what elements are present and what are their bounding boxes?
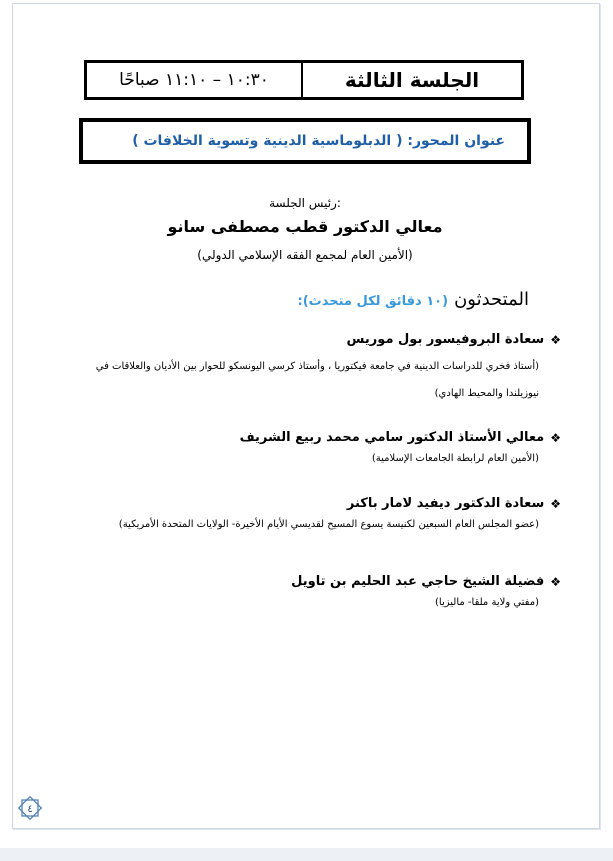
page-number: ٤ [27, 804, 33, 815]
chair-role: (الأمين العام لمجمع الفقه الإسلامي الدولي) [197, 248, 413, 262]
speaker-description-line: (عضو المجلس العام السبعين لكنيسة يسوع المسيح لقديسي الأيام الأخيرة- الولايات المتحدة الأمريكية) [118, 519, 539, 530]
speaker-description [51, 445, 539, 472]
speaker-description-line: (مفتي ولاية ملقا- ماليزيا) [435, 597, 539, 608]
speaker-item [51, 496, 561, 538]
speakers-header [298, 289, 529, 310]
speaker-description [51, 353, 539, 407]
axis-title-box [79, 118, 531, 164]
speaker-name: سعادة البروفيسور بول موريس [346, 332, 545, 347]
speaker-description [51, 511, 539, 538]
speaker-item [51, 430, 561, 472]
speakers-time-note: (١٠ دقائق لكل متحدث): [297, 294, 449, 309]
diamond-bullet-icon: ❖ [550, 574, 561, 589]
octagram-icon [17, 795, 43, 821]
speaker-description-line: (الأمين العام لرابطة الجامعات الإسلامية) [371, 453, 539, 464]
speakers-title: المتحدثون [454, 289, 529, 310]
diamond-bullet-icon: ❖ [550, 332, 561, 347]
speaker-name: معالي الأستاذ الدكتور سامي محمد ربيع الشريف [239, 430, 545, 445]
axis-title: عنوان المحور: ( الدبلوماسية الدينية وتسوية الخلافات ) [132, 133, 505, 149]
chair-name: معالي الدكتور قطب مصطفى سانو [167, 217, 443, 236]
diamond-bullet-icon: ❖ [550, 496, 561, 511]
speaker-name: فضيلة الشيخ حاجي عبد الحليم بن تاويل [291, 574, 545, 589]
speaker-item [51, 574, 561, 616]
diamond-bullet-icon: ❖ [550, 430, 561, 445]
speaker-description [51, 589, 539, 616]
speaker-item [51, 332, 561, 407]
viewer-bottom-strip [0, 848, 613, 861]
session-time: ١٠:٣٠ – ١١:١٠ صباحًا [119, 70, 269, 90]
chair-label: رئيس الجلسة: [269, 196, 341, 210]
speaker-name: سعادة الدكتور ديفيد لامار باكنر [346, 496, 545, 511]
speaker-description-line: نيوزيلندا والمحيط الهادي) [434, 388, 539, 399]
session-title: الجلسة الثالثة [301, 63, 521, 97]
page-number-ornament [17, 795, 43, 821]
speaker-description-line: (أستاذ فخري للدراسات الدينية في جامعة فيكتوريا ، وأستاذ كرسي اليونسكو للحوار بين الأديان والعلاقات في [95, 361, 539, 372]
session-header-box [84, 60, 524, 100]
